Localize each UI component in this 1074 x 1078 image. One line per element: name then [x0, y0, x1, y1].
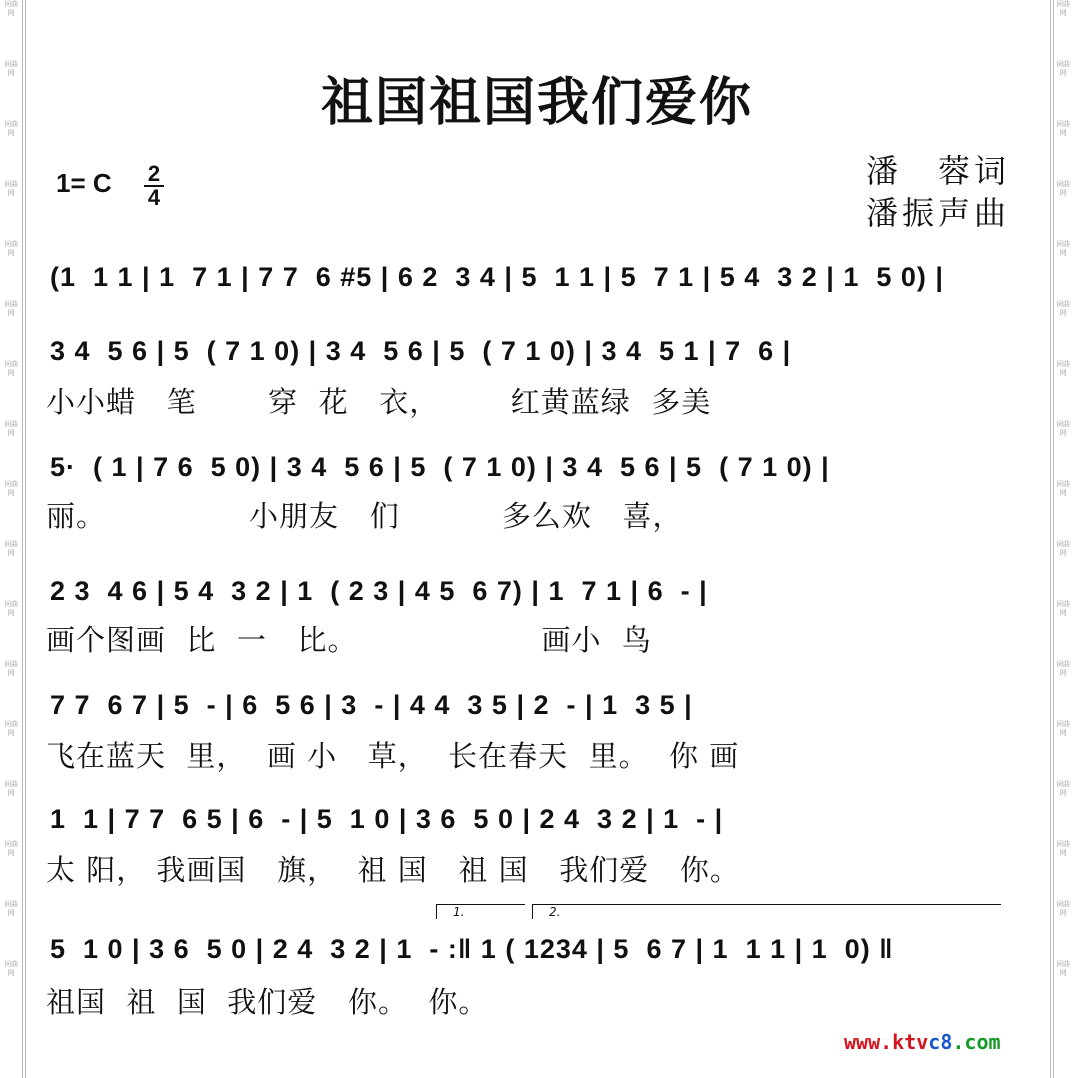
- notation-line-5: 7 7 6 7 | 5 - | 6 5 6 | 3 - | 4 4 3 5 | 2 - | 1 3 5 |: [50, 690, 693, 720]
- side-watermark-text: 词曲网: [4, 660, 18, 677]
- site-watermark: [844, 1030, 1001, 1054]
- side-watermark-text: 词曲网: [4, 720, 18, 737]
- side-watermark-text: 词曲网: [1056, 540, 1070, 557]
- side-watermark-text: 词曲网: [1056, 180, 1070, 197]
- watermark-brand-b: c8: [928, 1030, 953, 1054]
- watermark-suffix: .com: [952, 1030, 1001, 1054]
- side-watermark-text: 词曲网: [1056, 240, 1070, 257]
- left-border-frame: [22, 0, 26, 1078]
- notation-line-3: 5· ( 1 | 7 6 5 0) | 3 4 5 6 | 5 ( 7 1 0) | 3 4 5 6 | 5 ( 7 1 0) |: [50, 452, 830, 482]
- notation-line-4: 2 3 4 6 | 5 4 3 2 | 1 ( 2 3 | 4 5 6 7) | 1 7 1 | 6 - |: [50, 576, 708, 606]
- composer-credit: 潘振声曲: [866, 194, 1011, 232]
- side-watermark-text: 词曲网: [1056, 120, 1070, 137]
- key-signature: 1= C: [56, 168, 112, 198]
- side-watermark-text: 词曲网: [4, 120, 18, 137]
- side-watermark-text: 词曲网: [1056, 480, 1070, 497]
- side-watermark-text: 词曲网: [4, 540, 18, 557]
- side-watermark-text: 词曲网: [1056, 300, 1070, 317]
- side-watermark-text: 词曲网: [1056, 960, 1070, 977]
- side-watermark-text: 词曲网: [4, 360, 18, 377]
- watermark-brand-a: ktv: [892, 1030, 929, 1054]
- side-watermark-left: [2, 0, 20, 1020]
- notation-line-7: 5 1 0 | 3 6 5 0 | 2 4 3 2 | 1 - :‖ 1 ( 1234 | 5 6 7 | 1 1 1 | 1 0) ‖: [50, 934, 894, 964]
- side-watermark-text: 词曲网: [1056, 780, 1070, 797]
- side-watermark-text: 词曲网: [1056, 720, 1070, 737]
- side-watermark-text: 词曲网: [4, 780, 18, 797]
- volta-first-ending: 1.: [436, 904, 525, 919]
- time-signature: [144, 161, 164, 210]
- side-watermark-text: 词曲网: [4, 180, 18, 197]
- side-watermark-text: 词曲网: [4, 0, 18, 17]
- side-watermark-text: 词曲网: [4, 840, 18, 857]
- notation-line-6: 1 1 | 7 7 6 5 | 6 - | 5 1 0 | 3 6 5 0 | 2 4 3 2 | 1 - |: [50, 804, 724, 834]
- side-watermark-text: 词曲网: [4, 300, 18, 317]
- song-title: 祖国祖国我们爱你: [320, 72, 753, 133]
- side-watermark-text: 词曲网: [1056, 840, 1070, 857]
- side-watermark-right: [1054, 0, 1072, 1020]
- side-watermark-text: 词曲网: [4, 900, 18, 917]
- lyric-line-4: 画个图画 比 一 比。 画小 鸟: [46, 623, 652, 657]
- lyric-line-5: 飞在蓝天 里， 画 小 草， 长在春天 里。 你 画: [46, 739, 740, 773]
- side-watermark-text: 词曲网: [1056, 900, 1070, 917]
- side-watermark-text: 词曲网: [1056, 600, 1070, 617]
- time-signature-bottom: 4: [147, 185, 161, 210]
- lyric-line-7: 祖国 祖 国 我们爱 你。 你。: [46, 985, 489, 1019]
- side-watermark-text: 词曲网: [4, 60, 18, 77]
- side-watermark-text: 词曲网: [1056, 420, 1070, 437]
- lyric-line-3: 丽。 小朋友 们 多么欢 喜，: [46, 499, 683, 533]
- side-watermark-text: 词曲网: [1056, 0, 1070, 17]
- time-signature-top: 2: [147, 161, 161, 186]
- volta-second-ending: 2.: [532, 904, 1001, 919]
- side-watermark-text: 词曲网: [4, 420, 18, 437]
- lyric-line-2: 小小蜡 笔 穿 花 衣， 红黄蓝绿 多美: [46, 385, 712, 419]
- watermark-prefix: www.: [844, 1030, 893, 1054]
- side-watermark-text: 词曲网: [4, 960, 18, 977]
- side-watermark-text: 词曲网: [1056, 60, 1070, 77]
- notation-line-1: (1 1 1 | 1 7 1 | 7 7 6 #5 | 6 2 3 4 | 5 1 1 | 5 7 1 | 5 4 3 2 | 1 5 0) |: [50, 262, 944, 292]
- side-watermark-text: 词曲网: [1056, 360, 1070, 377]
- side-watermark-text: 词曲网: [4, 240, 18, 257]
- side-watermark-text: 词曲网: [1056, 660, 1070, 677]
- notation-line-2: 3 4 5 6 | 5 ( 7 1 0) | 3 4 5 6 | 5 ( 7 1 0) | 3 4 5 1 | 7 6 |: [50, 336, 792, 366]
- lyricist-credit: 潘 蓉词: [866, 152, 1011, 190]
- side-watermark-text: 词曲网: [4, 480, 18, 497]
- side-watermark-text: 词曲网: [4, 600, 18, 617]
- lyric-line-6: 太 阳， 我画国 旗， 祖 国 祖 国 我们爱 你。: [46, 853, 740, 887]
